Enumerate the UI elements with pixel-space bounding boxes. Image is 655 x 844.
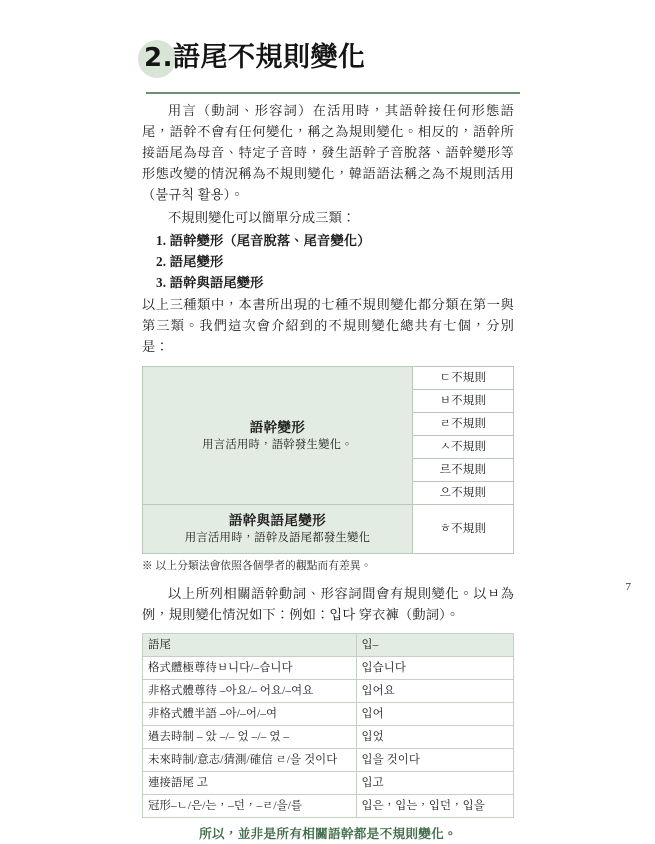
title-number: 2. <box>144 43 173 73</box>
irregular-item: ㅂ不規則 <box>413 390 514 413</box>
example-cell: 입은，입는，입던，입을 <box>356 795 513 818</box>
intro-paragraph: 用言（動詞、形容詞）在活用時，其語幹接任何形態語尾，語幹不會有任何變化，稱之為規則變化。相反的，語幹所接語尾為母音、特定子音時，發生語幹子音脫落、語幹變形等形態改變的情況稱為不規則變化，韓語語法稱之為不規則活用（불규칙 활용）。 <box>142 103 514 202</box>
page-number: 7 <box>625 581 631 593</box>
group-description: 用言活用時，語幹及語尾都發生變化 <box>184 532 371 544</box>
page-title <box>134 28 514 94</box>
example-intro-paragraph: 以上所列相關語幹動詞、形容詞間會有規則變化。以ㅂ為例，規則變化情況如下：例如：입다 穿衣褲（動詞）。 <box>142 586 514 622</box>
title-underline <box>146 92 520 94</box>
irregular-item: 르不規則 <box>413 459 514 482</box>
table-row <box>143 657 514 680</box>
table-row <box>143 703 514 726</box>
example-cell: 입습니다 <box>356 657 513 680</box>
example-cell: 입어 <box>356 703 513 726</box>
title-label: 語尾不規則變化 <box>172 42 366 73</box>
group-stem-ending-change-cell <box>143 505 413 554</box>
table-row <box>143 749 514 772</box>
lead-in-paragraph: 不規則變化可以簡單分成三類： <box>168 210 356 225</box>
classification-note: ※ 以上分類法會依照各個學者的觀點而有差異。 <box>142 561 372 572</box>
list-item: 語幹與語尾變形 <box>169 275 264 290</box>
irregular-types-table <box>142 366 514 554</box>
group-heading: 語幹與語尾變形 <box>228 513 327 528</box>
group-description: 用言活用時，語幹發生變化。 <box>202 438 353 451</box>
after-list-paragraph: 以上三種類中，本書所出現的七種不規則變化都分類在第一與第三類。我們這次會介紹到的不規則變化總共有七個，分別是： <box>142 297 514 354</box>
irregular-item: 으不規則 <box>413 482 514 505</box>
irregular-item: ㅎ不規則 <box>413 505 514 554</box>
table-row <box>143 726 514 749</box>
ending-cell: 冠形–ㄴ/은/는，–던，–ㄹ/을/를 <box>143 795 357 818</box>
irregular-item: ㅅ不規則 <box>413 436 514 459</box>
ending-cell: 非格式體半語 –아/–어/–여 <box>143 703 357 726</box>
group-heading: 語幹變形 <box>249 419 306 435</box>
table-row <box>143 367 514 390</box>
irregular-item: ㄹ不規則 <box>413 413 514 436</box>
list-item: 語尾變形 <box>169 254 224 269</box>
category-list <box>142 230 514 293</box>
example-cell: 입을 것이다 <box>356 749 513 772</box>
page-content <box>142 28 514 844</box>
table-row <box>143 505 514 554</box>
example-cell: 입어요 <box>356 680 513 703</box>
ending-cell: 未來時制/意志/猜測/確信 ㄹ/을 것이다 <box>143 749 357 772</box>
column-header-example: 입– <box>356 634 513 657</box>
table-row <box>143 772 514 795</box>
table-header-row <box>143 634 514 657</box>
group-stem-change-cell <box>143 367 413 505</box>
ending-cell: 過去時制 – 았 –/– 었 –/– 였 – <box>143 726 357 749</box>
ending-cell: 格式體極尊待ㅂ니다/–습니다 <box>143 657 357 680</box>
conjugation-table <box>142 633 514 818</box>
column-header-ending: 語尾 <box>143 634 357 657</box>
table-row <box>143 795 514 818</box>
ending-cell: 連接語尾 고 <box>143 772 357 795</box>
list-item: 語幹變形（尾音脫落、尾音變化） <box>169 233 371 248</box>
conclusion-text: 所以，並非是所有相關語幹都是不規則變化。 <box>199 827 457 841</box>
example-cell: 입고 <box>356 772 513 795</box>
example-cell: 입었 <box>356 726 513 749</box>
irregular-item: ㄷ不規則 <box>413 367 514 390</box>
table-row <box>143 680 514 703</box>
ending-cell: 非格式體尊待 –아요/– 어요/–여요 <box>143 680 357 703</box>
